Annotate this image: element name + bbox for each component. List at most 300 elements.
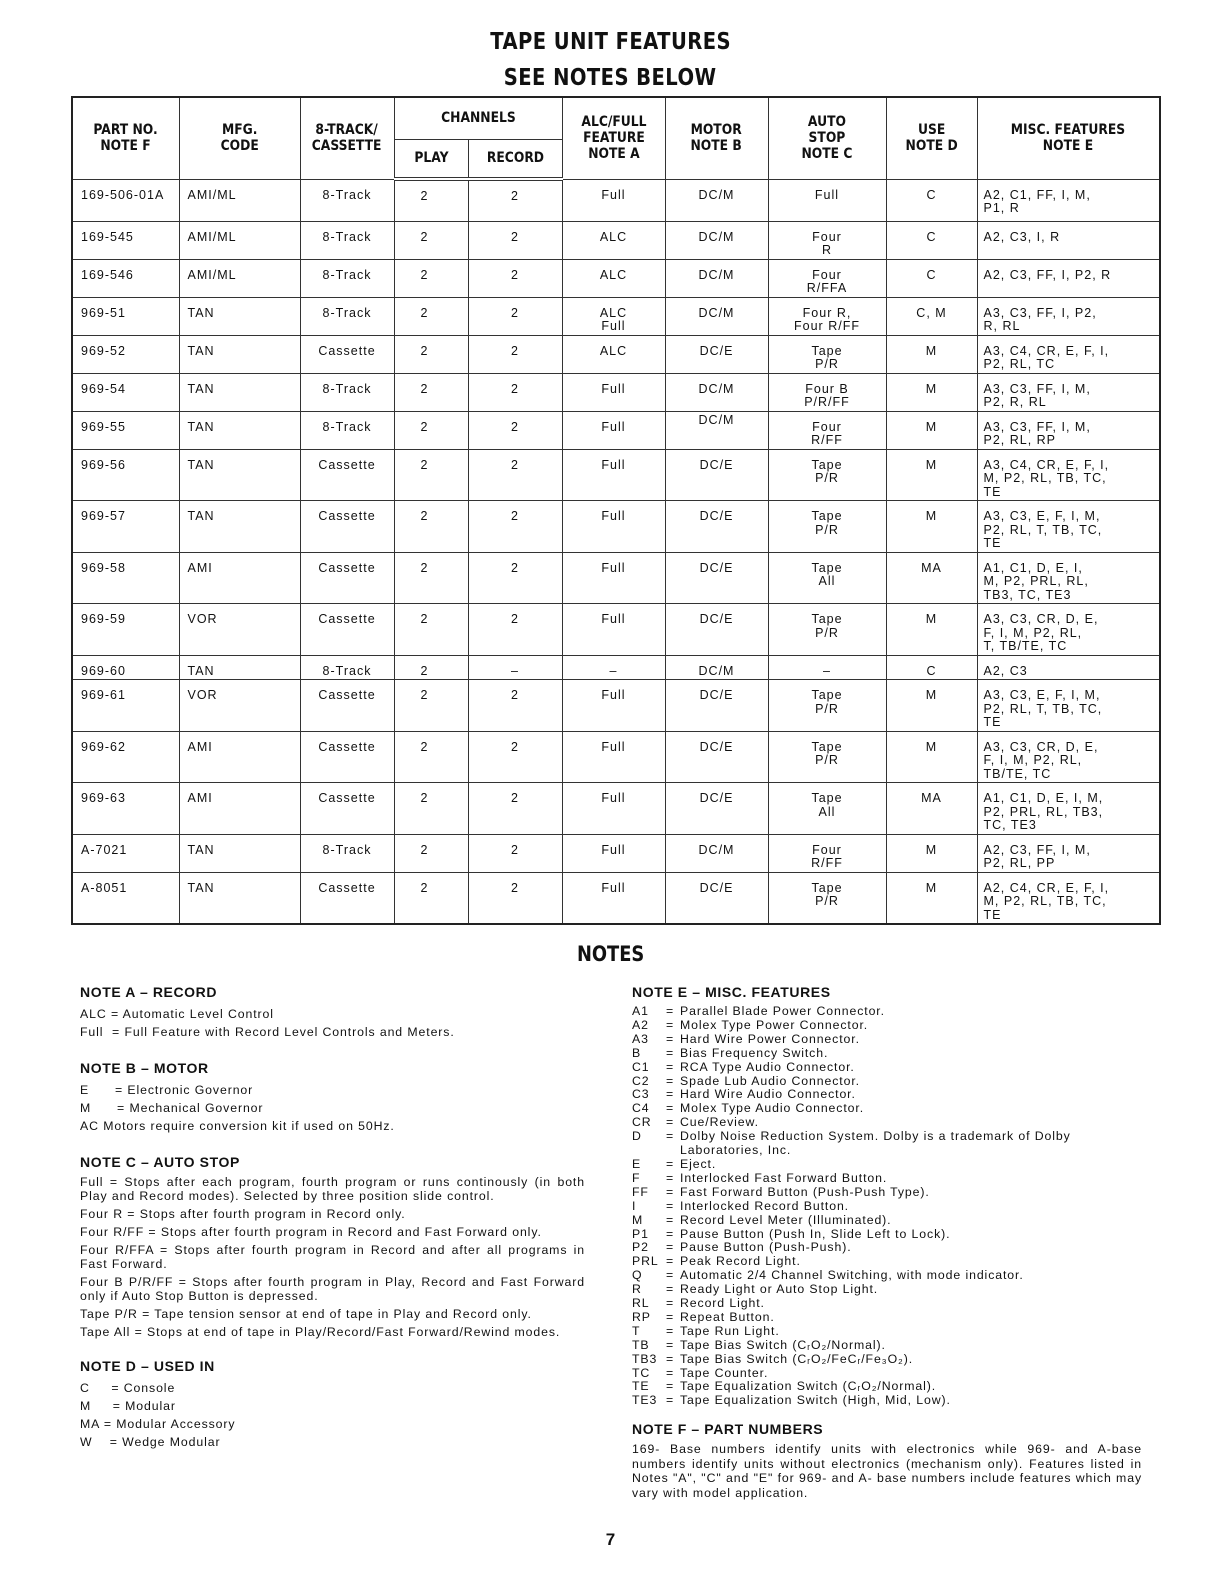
feature-code: TC bbox=[632, 1365, 651, 1380]
header-part-no: PART NO. NOTE F bbox=[72, 97, 179, 179]
cell-play: 2 bbox=[394, 297, 468, 335]
cell-mfg: TAN bbox=[179, 655, 300, 680]
cell-mfg: VOR bbox=[179, 680, 300, 732]
feature-code: A2 bbox=[632, 1017, 649, 1032]
header-play: PLAY bbox=[394, 139, 468, 179]
cell-motor: DC/M bbox=[665, 655, 768, 680]
feature-description: Hard Wire Audio Connector. bbox=[680, 1087, 856, 1102]
cell-alc: Full bbox=[562, 411, 665, 449]
cell-use: C bbox=[886, 259, 977, 297]
cell-use: M bbox=[886, 411, 977, 449]
header-mfg-code: MFG. CODE bbox=[179, 97, 300, 179]
cell-motor: DC/M bbox=[665, 411, 768, 449]
cell-alc: Full bbox=[562, 604, 665, 656]
table-row bbox=[72, 872, 1160, 924]
table-row bbox=[72, 834, 1160, 872]
cell-mfg: AMI/ML bbox=[179, 221, 300, 259]
feature-code-item bbox=[632, 1394, 1142, 1408]
feature-code: C3 bbox=[632, 1087, 650, 1102]
feature-code: I bbox=[632, 1198, 637, 1213]
cell-alc: Full bbox=[562, 783, 665, 835]
cell-misc: A2, C3 bbox=[977, 655, 1160, 680]
cell-stop: Four R/FF bbox=[768, 834, 886, 872]
feature-description: Peak Record Light. bbox=[680, 1254, 801, 1269]
feature-description: Parallel Blade Power Connector. bbox=[680, 1004, 885, 1018]
cell-misc: A3, C3, FF, I, M, P2, R, RL bbox=[977, 373, 1160, 411]
equals-sign: = bbox=[666, 1087, 675, 1102]
equals-sign: = bbox=[666, 1379, 675, 1394]
feature-code: PRL bbox=[632, 1254, 659, 1269]
cell-part: 969-57 bbox=[72, 501, 179, 553]
feature-description: Spade Lub Audio Connector. bbox=[680, 1073, 860, 1088]
cell-play: 2 bbox=[394, 552, 468, 604]
cell-play: 2 bbox=[394, 872, 468, 924]
header-8track-cassette: 8-TRACK/ CASSETTE bbox=[300, 97, 394, 179]
cell-motor: DC/M bbox=[665, 259, 768, 297]
cell-type: 8-Track bbox=[300, 655, 394, 680]
cell-misc: A3, C3, FF, I, P2, R, RL bbox=[977, 297, 1160, 335]
feature-code: T bbox=[632, 1323, 641, 1338]
note-a-body bbox=[80, 1005, 585, 1041]
equals-sign: = bbox=[666, 1101, 675, 1116]
feature-code-item bbox=[632, 1283, 1142, 1297]
feature-code: A1 bbox=[632, 1004, 649, 1018]
cell-motor: DC/M bbox=[665, 373, 768, 411]
cell-type: Cassette bbox=[300, 680, 394, 732]
tape-unit-features-table bbox=[71, 96, 1161, 925]
notes-left-column bbox=[80, 983, 585, 1500]
cell-type: Cassette bbox=[300, 552, 394, 604]
note-line: Tape P/R = Tape tension sensor at end of tape in Play and Record only. bbox=[80, 1307, 532, 1321]
feature-description: Molex Type Audio Connector. bbox=[680, 1101, 865, 1116]
cell-type: Cassette bbox=[300, 501, 394, 553]
cell-stop: Four R bbox=[768, 221, 886, 259]
feature-code-item bbox=[632, 1088, 1142, 1102]
equals-sign: = bbox=[666, 1282, 675, 1297]
cell-stop: Tape P/R bbox=[768, 335, 886, 373]
cell-play: 2 bbox=[394, 680, 468, 732]
equals-sign: = bbox=[666, 1031, 675, 1046]
cell-alc: Full bbox=[562, 834, 665, 872]
cell-alc: Full bbox=[562, 449, 665, 501]
equals-sign: = bbox=[666, 1323, 675, 1338]
cell-alc: Full bbox=[562, 373, 665, 411]
feature-description: Repeat Button. bbox=[680, 1309, 775, 1324]
table-row bbox=[72, 259, 1160, 297]
table-row bbox=[72, 335, 1160, 373]
feature-code: RL bbox=[632, 1296, 650, 1311]
cell-use: M bbox=[886, 449, 977, 501]
notes-right-column bbox=[632, 983, 1142, 1500]
cell-alc: ALC Full bbox=[562, 297, 665, 335]
cell-mfg: TAN bbox=[179, 373, 300, 411]
cell-record: 2 bbox=[468, 449, 562, 501]
note-b-title: NOTE B – MOTOR bbox=[80, 1060, 209, 1076]
cell-record: 2 bbox=[468, 221, 562, 259]
cell-motor: DC/E bbox=[665, 872, 768, 924]
feature-code-item bbox=[632, 1228, 1142, 1242]
cell-record: 2 bbox=[468, 872, 562, 924]
cell-alc: Full bbox=[562, 872, 665, 924]
cell-motor: DC/E bbox=[665, 731, 768, 783]
cell-type: 8-Track bbox=[300, 259, 394, 297]
cell-stop: Four R/FF bbox=[768, 411, 886, 449]
cell-type: 8-Track bbox=[300, 221, 394, 259]
table-row bbox=[72, 680, 1160, 732]
table-row bbox=[72, 373, 1160, 411]
cell-stop: Tape P/R bbox=[768, 872, 886, 924]
cell-mfg: AMI/ML bbox=[179, 259, 300, 297]
feature-description: Interlocked Record Button. bbox=[680, 1198, 849, 1213]
cell-use: C bbox=[886, 179, 977, 221]
cell-play: 2 bbox=[394, 783, 468, 835]
cell-motor: DC/E bbox=[665, 449, 768, 501]
note-f-title: NOTE F – PART NUMBERS bbox=[632, 1421, 824, 1438]
feature-code-item bbox=[632, 1116, 1142, 1130]
feature-code: CR bbox=[632, 1115, 652, 1130]
cell-play: 2 bbox=[394, 501, 468, 553]
cell-play: 2 bbox=[394, 259, 468, 297]
cell-misc: A3, C3, CR, D, E, F, I, M, P2, RL, TB/TE, TC bbox=[977, 731, 1160, 783]
feature-code-item bbox=[632, 1241, 1142, 1255]
table-row bbox=[72, 604, 1160, 656]
notes-heading: NOTES bbox=[576, 942, 645, 966]
cell-mfg: TAN bbox=[179, 501, 300, 553]
feature-description: Pause Button (Push-Push). bbox=[680, 1240, 852, 1255]
cell-motor: DC/M bbox=[665, 221, 768, 259]
note-c-body bbox=[80, 1175, 585, 1339]
feature-code: Q bbox=[632, 1268, 643, 1283]
feature-code-item bbox=[632, 1297, 1142, 1311]
cell-play: 2 bbox=[394, 221, 468, 259]
cell-mfg: TAN bbox=[179, 411, 300, 449]
note-line: MA = Modular Accessory bbox=[80, 1417, 236, 1431]
cell-mfg: AMI/ML bbox=[179, 179, 300, 221]
table-row bbox=[72, 221, 1160, 259]
cell-type: 8-Track bbox=[300, 411, 394, 449]
cell-use: M bbox=[886, 680, 977, 732]
cell-stop: Tape P/R bbox=[768, 604, 886, 656]
equals-sign: = bbox=[666, 1365, 675, 1380]
header-alc-full: ALC/FULL FEATURE NOTE A bbox=[562, 97, 665, 179]
cell-stop: Full bbox=[768, 179, 886, 221]
cell-alc: ALC bbox=[562, 259, 665, 297]
table-row bbox=[72, 501, 1160, 553]
cell-type: 8-Track bbox=[300, 297, 394, 335]
cell-motor: DC/E bbox=[665, 335, 768, 373]
feature-code: D bbox=[632, 1129, 642, 1144]
feature-code-item bbox=[632, 1075, 1142, 1089]
cell-type: Cassette bbox=[300, 449, 394, 501]
cell-part: A-8051 bbox=[72, 872, 179, 924]
table-row bbox=[72, 731, 1160, 783]
cell-alc: Full bbox=[562, 179, 665, 221]
cell-motor: DC/M bbox=[665, 297, 768, 335]
note-f-body: 169- Base numbers identify units with electronics while 969- and A-base numbers identify units without electronics (mechanism only). Features listed in Notes "A", "C" and "E" for 969- and A- base numbers include features which may vary with model application. bbox=[632, 1442, 1142, 1500]
cell-motor: DC/E bbox=[665, 552, 768, 604]
equals-sign: = bbox=[666, 1115, 675, 1130]
cell-stop: Tape P/R bbox=[768, 449, 886, 501]
cell-record: 2 bbox=[468, 731, 562, 783]
page-number: 7 bbox=[605, 1530, 616, 1550]
cell-use: MA bbox=[886, 552, 977, 604]
feature-description: RCA Type Audio Connector. bbox=[680, 1059, 855, 1074]
table-row bbox=[72, 783, 1160, 835]
cell-use: M bbox=[886, 834, 977, 872]
feature-description: Tape Bias Switch (CᵣO₂/FeCᵣ/Fe₃O₂). bbox=[680, 1351, 914, 1366]
feature-code-item bbox=[632, 1269, 1142, 1283]
cell-play: 2 bbox=[394, 604, 468, 656]
note-c-title: NOTE C – AUTO STOP bbox=[80, 1154, 240, 1170]
feature-description: Record Level Meter (Illuminated). bbox=[680, 1212, 892, 1227]
cell-type: 8-Track bbox=[300, 179, 394, 221]
equals-sign: = bbox=[666, 1351, 675, 1366]
equals-sign: = bbox=[666, 1254, 675, 1269]
cell-record: 2 bbox=[468, 604, 562, 656]
cell-use: M bbox=[886, 501, 977, 553]
cell-part: 169-545 bbox=[72, 221, 179, 259]
cell-motor: DC/E bbox=[665, 783, 768, 835]
cell-record: 2 bbox=[468, 179, 562, 221]
feature-description: Molex Type Power Connector. bbox=[680, 1017, 869, 1032]
note-line: M = Mechanical Governor bbox=[80, 1101, 264, 1115]
cell-misc: A3, C3, CR, D, E, F, I, M, P2, RL, T, TB/TE, TC bbox=[977, 604, 1160, 656]
feature-description: Bias Frequency Switch. bbox=[680, 1045, 829, 1060]
feature-code-item bbox=[632, 1102, 1142, 1116]
cell-alc: ALC bbox=[562, 221, 665, 259]
feature-description: Ready Light or Auto Stop Light. bbox=[680, 1282, 879, 1297]
equals-sign: = bbox=[666, 1017, 675, 1032]
cell-play: 2 bbox=[394, 335, 468, 373]
note-d-title: NOTE D – USED IN bbox=[80, 1358, 215, 1374]
note-line: E = Electronic Governor bbox=[80, 1083, 254, 1097]
note-line: Full = Full Feature with Record Level Controls and Meters. bbox=[80, 1025, 455, 1039]
table-row bbox=[72, 449, 1160, 501]
equals-sign: = bbox=[666, 1296, 675, 1311]
feature-code: FF bbox=[632, 1184, 649, 1199]
feature-description: Cue/Review. bbox=[680, 1115, 759, 1130]
equals-sign: = bbox=[666, 1198, 675, 1213]
feature-description: Hard Wire Power Connector. bbox=[680, 1031, 860, 1046]
cell-misc: A2, C1, FF, I, M, P1, R bbox=[977, 179, 1160, 221]
cell-alc: Full bbox=[562, 552, 665, 604]
equals-sign: = bbox=[666, 1309, 675, 1324]
feature-description: Dolby Noise Reduction System. Dolby is a trademark of Dolby Laboratories, Inc. bbox=[680, 1129, 1071, 1158]
cell-part: 969-62 bbox=[72, 731, 179, 783]
feature-code-item bbox=[632, 1019, 1142, 1033]
header-misc-features: MISC. FEATURES NOTE E bbox=[977, 97, 1160, 179]
cell-part: 169-546 bbox=[72, 259, 179, 297]
equals-sign: = bbox=[666, 1170, 675, 1185]
table-row bbox=[72, 655, 1160, 680]
feature-code-item bbox=[632, 1380, 1142, 1394]
table-row bbox=[72, 179, 1160, 221]
feature-code-item bbox=[632, 1005, 1142, 1019]
feature-code-item bbox=[632, 1158, 1142, 1172]
feature-code: R bbox=[632, 1282, 642, 1297]
feature-code-item bbox=[632, 1130, 1142, 1158]
cell-stop: Tape P/R bbox=[768, 680, 886, 732]
cell-play: 2 bbox=[394, 179, 468, 221]
feature-code-item bbox=[632, 1367, 1142, 1381]
feature-code: C2 bbox=[632, 1073, 650, 1088]
cell-mfg: AMI bbox=[179, 552, 300, 604]
cell-play: 2 bbox=[394, 731, 468, 783]
feature-code-item bbox=[632, 1172, 1142, 1186]
feature-code: TB bbox=[632, 1337, 650, 1352]
feature-code-item bbox=[632, 1186, 1142, 1200]
feature-code-item bbox=[632, 1214, 1142, 1228]
feature-code: A3 bbox=[632, 1031, 649, 1046]
cell-mfg: TAN bbox=[179, 449, 300, 501]
feature-code: P2 bbox=[632, 1240, 649, 1255]
cell-play: 2 bbox=[394, 449, 468, 501]
feature-code: C1 bbox=[632, 1059, 650, 1074]
feature-code: E bbox=[632, 1156, 642, 1171]
cell-mfg: TAN bbox=[179, 834, 300, 872]
cell-use: M bbox=[886, 335, 977, 373]
feature-code-item bbox=[632, 1200, 1142, 1214]
cell-mfg: TAN bbox=[179, 872, 300, 924]
cell-misc: A2, C4, CR, E, F, I, M, P2, RL, TB, TC, TE bbox=[977, 872, 1160, 924]
feature-code-item bbox=[632, 1311, 1142, 1325]
cell-record: 2 bbox=[468, 680, 562, 732]
cell-record: 2 bbox=[468, 259, 562, 297]
cell-record: 2 bbox=[468, 501, 562, 553]
cell-mfg: VOR bbox=[179, 604, 300, 656]
note-a-title: NOTE A – RECORD bbox=[80, 984, 218, 1000]
feature-code-item bbox=[632, 1325, 1142, 1339]
note-line: C = Console bbox=[80, 1381, 176, 1395]
cell-use: C bbox=[886, 655, 977, 680]
cell-alc: ALC bbox=[562, 335, 665, 373]
cell-record: 2 bbox=[468, 297, 562, 335]
cell-mfg: TAN bbox=[179, 335, 300, 373]
header-channels: CHANNELS bbox=[394, 97, 562, 139]
cell-motor: DC/E bbox=[665, 501, 768, 553]
cell-part: 969-59 bbox=[72, 604, 179, 656]
header-auto-stop: AUTO STOP NOTE C bbox=[768, 97, 886, 179]
cell-play: 2 bbox=[394, 655, 468, 680]
feature-description: Interlocked Fast Forward Button. bbox=[680, 1170, 888, 1185]
feature-code-item bbox=[632, 1047, 1142, 1061]
cell-type: Cassette bbox=[300, 335, 394, 373]
cell-part: 969-56 bbox=[72, 449, 179, 501]
cell-misc: A3, C3, E, F, I, M, P2, RL, T, TB, TC, TE bbox=[977, 501, 1160, 553]
cell-motor: DC/E bbox=[665, 680, 768, 732]
feature-description: Automatic 2/4 Channel Switching, with mode indicator. bbox=[680, 1268, 1024, 1283]
cell-use: MA bbox=[886, 783, 977, 835]
cell-stop: – bbox=[768, 655, 886, 680]
cell-record: 2 bbox=[468, 411, 562, 449]
cell-alc: Full bbox=[562, 731, 665, 783]
note-line: Four B P/R/FF = Stops after fourth program in Play, Record and Fast Forward only if Auto Stop Button is depressed. bbox=[80, 1275, 585, 1303]
feature-description: Tape Run Light. bbox=[680, 1323, 780, 1338]
cell-part: 969-52 bbox=[72, 335, 179, 373]
notes-columns bbox=[0, 983, 1221, 1500]
note-line: Four R/FFA = Stops after fourth program in Record and after all programs in Fast Forward. bbox=[80, 1243, 585, 1271]
cell-record: 2 bbox=[468, 373, 562, 411]
cell-type: Cassette bbox=[300, 783, 394, 835]
cell-motor: DC/M bbox=[665, 179, 768, 221]
note-line: Full = Stops after each program, fourth program or runs continously (in both Play and Record modes). Selected by three position slide control. bbox=[80, 1175, 585, 1203]
cell-record: – bbox=[468, 655, 562, 680]
cell-use: C bbox=[886, 221, 977, 259]
equals-sign: = bbox=[666, 1004, 675, 1018]
cell-misc: A1, C1, D, E, I, M, P2, PRL, RL, TB3, TC, TE3 bbox=[977, 552, 1160, 604]
cell-misc: A3, C3, FF, I, M, P2, RL, RP bbox=[977, 411, 1160, 449]
cell-misc: A3, C4, CR, E, F, I, P2, RL, TC bbox=[977, 335, 1160, 373]
cell-play: 2 bbox=[394, 373, 468, 411]
cell-stop: Tape All bbox=[768, 783, 886, 835]
equals-sign: = bbox=[666, 1073, 675, 1088]
equals-sign: = bbox=[666, 1045, 675, 1060]
feature-description: Pause Button (Push In, Slide Left to Lock). bbox=[680, 1226, 951, 1241]
cell-stop: Tape P/R bbox=[768, 731, 886, 783]
note-line: AC Motors require conversion kit if used on 50Hz. bbox=[80, 1119, 395, 1133]
equals-sign: = bbox=[666, 1184, 675, 1199]
cell-misc: A2, C3, FF, I, M, P2, RL, PP bbox=[977, 834, 1160, 872]
cell-use: M bbox=[886, 872, 977, 924]
cell-part: 969-58 bbox=[72, 552, 179, 604]
feature-description: Fast Forward Button (Push-Push Type). bbox=[680, 1184, 930, 1199]
equals-sign: = bbox=[666, 1129, 675, 1144]
feature-code: C4 bbox=[632, 1101, 650, 1116]
feature-code: F bbox=[632, 1170, 641, 1185]
cell-part: 969-54 bbox=[72, 373, 179, 411]
cell-alc: Full bbox=[562, 501, 665, 553]
feature-code-item bbox=[632, 1255, 1142, 1269]
equals-sign: = bbox=[666, 1156, 675, 1171]
cell-stop: Four R, Four R/FF bbox=[768, 297, 886, 335]
feature-description: Record Light. bbox=[680, 1296, 765, 1311]
cell-type: Cassette bbox=[300, 731, 394, 783]
cell-part: 169-506-01A bbox=[72, 179, 179, 221]
note-line: Four R = Stops after fourth program in Record only. bbox=[80, 1207, 406, 1221]
feature-code: RP bbox=[632, 1309, 651, 1324]
feature-code-item bbox=[632, 1061, 1142, 1075]
cell-part: 969-60 bbox=[72, 655, 179, 680]
cell-record: 2 bbox=[468, 783, 562, 835]
cell-misc: A2, C3, I, R bbox=[977, 221, 1160, 259]
cell-type: 8-Track bbox=[300, 834, 394, 872]
cell-type: Cassette bbox=[300, 872, 394, 924]
cell-motor: DC/M bbox=[665, 834, 768, 872]
feature-code: TE bbox=[632, 1379, 650, 1394]
note-line: W = Wedge Modular bbox=[80, 1435, 221, 1449]
cell-type: 8-Track bbox=[300, 373, 394, 411]
cell-part: A-7021 bbox=[72, 834, 179, 872]
cell-mfg: AMI bbox=[179, 783, 300, 835]
cell-stop: Four B P/R/FF bbox=[768, 373, 886, 411]
cell-mfg: TAN bbox=[179, 297, 300, 335]
cell-misc: A1, C1, D, E, I, M, P2, PRL, RL, TB3, TC, TE3 bbox=[977, 783, 1160, 835]
cell-stop: Tape All bbox=[768, 552, 886, 604]
cell-play: 2 bbox=[394, 411, 468, 449]
cell-motor: DC/E bbox=[665, 604, 768, 656]
feature-description: Tape Equalization Switch (CᵣO₂/Normal). bbox=[680, 1379, 937, 1394]
note-line: Tape All = Stops at end of tape in Play/Record/Fast Forward/Rewind modes. bbox=[80, 1325, 561, 1339]
cell-record: 2 bbox=[468, 335, 562, 373]
header-record: RECORD bbox=[468, 139, 562, 179]
note-d-body bbox=[80, 1379, 585, 1451]
cell-stop: Tape P/R bbox=[768, 501, 886, 553]
cell-use: M bbox=[886, 373, 977, 411]
cell-play: 2 bbox=[394, 834, 468, 872]
feature-code: B bbox=[632, 1045, 642, 1060]
note-line: ALC = Automatic Level Control bbox=[80, 1007, 274, 1021]
feature-code-item bbox=[632, 1033, 1142, 1047]
